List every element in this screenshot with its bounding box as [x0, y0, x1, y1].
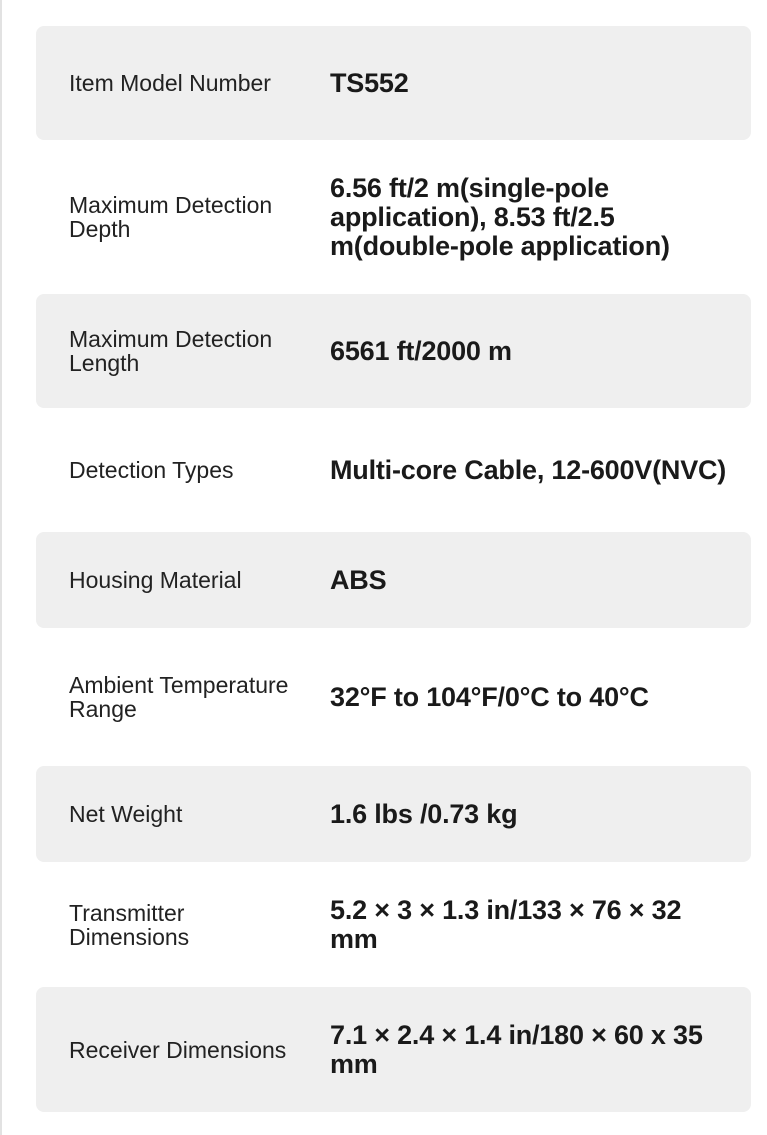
spec-value: Multi-core Cable, 12-600V(NVC)	[330, 454, 727, 485]
spec-row-maximum-detection-length	[36, 294, 751, 408]
spec-label: Maximum Detection Length	[69, 326, 273, 376]
spec-row-item-model-number	[36, 26, 751, 140]
spec-value: 6561 ft/2000 m	[330, 335, 512, 366]
spec-label: Detection Types	[69, 457, 234, 483]
spec-row-receiver-dimensions	[36, 987, 751, 1112]
spec-row-transmitter-dimensions	[36, 862, 751, 987]
spec-label: Net Weight	[69, 801, 183, 827]
spec-label: Item Model Number	[69, 70, 271, 96]
spec-label: Receiver Dimensions	[69, 1036, 287, 1063]
spec-value: 6.56 ft/2 m(single-pole application), 8.53 ft/2.5 m(double-pole application)	[330, 172, 670, 261]
spec-row-maximum-detection-depth	[36, 140, 751, 294]
spec-value: ABS	[330, 564, 387, 595]
specifications-table	[36, 26, 751, 1112]
spec-value: TS552	[330, 67, 409, 98]
page-left-border	[0, 0, 2, 1135]
spec-label: Maximum Detection Depth	[69, 192, 273, 242]
spec-label: Transmitter Dimensions	[69, 899, 190, 950]
spec-row-ambient-temperature-range	[36, 628, 751, 766]
spec-value: 1.6 lbs /0.73 kg	[330, 798, 518, 829]
spec-value: 5.2 × 3 × 1.3 in/133 × 76 × 32 mm	[330, 894, 682, 954]
spec-row-housing-material	[36, 532, 751, 628]
spec-row-net-weight	[36, 766, 751, 862]
spec-row-detection-types	[36, 408, 751, 532]
spec-label: Ambient Temperature Range	[69, 672, 289, 722]
spec-value: 32°F to 104°F/0°C to 40°C	[330, 681, 649, 712]
spec-label: Housing Material	[69, 567, 242, 593]
spec-value: 7.1 × 2.4 × 1.4 in/180 × 60 x 35 mm	[330, 1019, 703, 1079]
